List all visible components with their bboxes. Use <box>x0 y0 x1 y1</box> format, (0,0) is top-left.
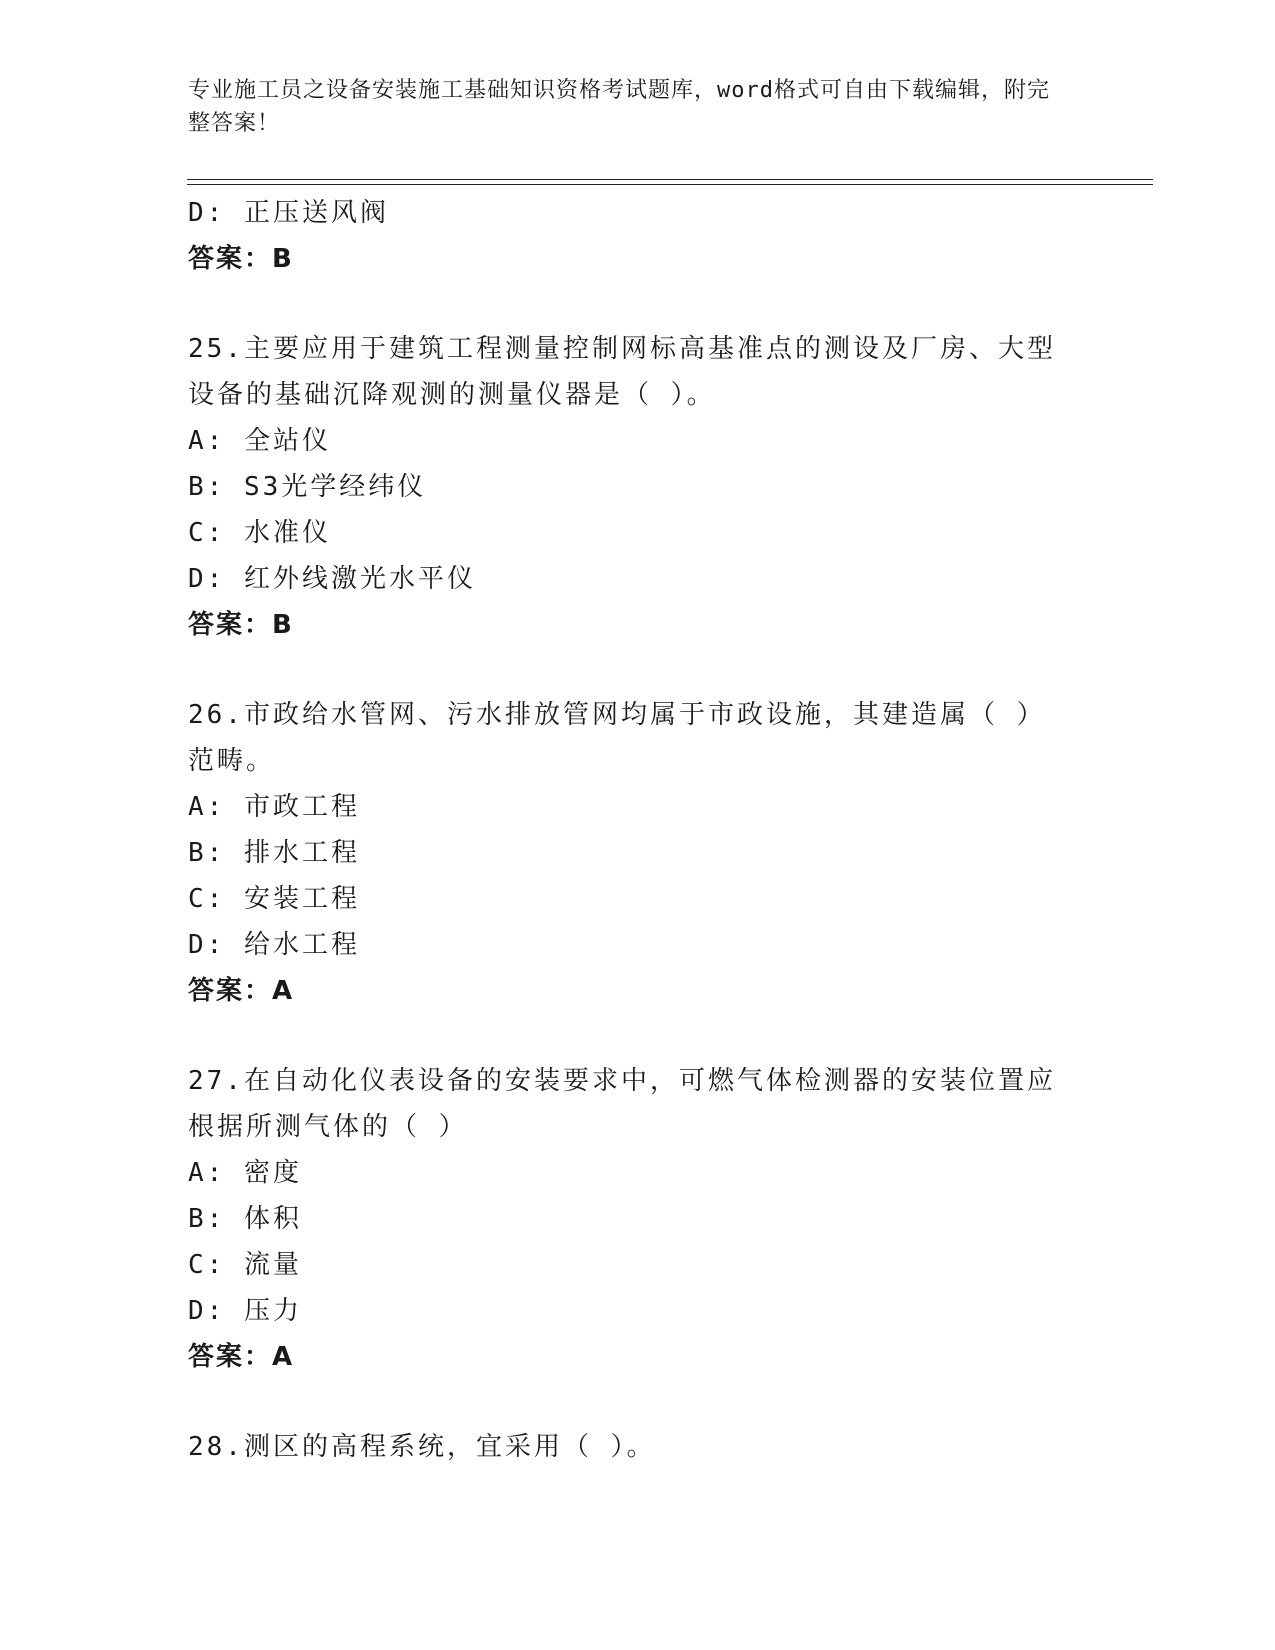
previous-answer: 答案：B <box>188 244 294 274</box>
question-28 <box>188 1424 1088 1470</box>
question-26 <box>188 692 1088 1014</box>
option-d: D: 给水工程 <box>188 930 360 960</box>
question-list <box>188 190 1088 1470</box>
spacer <box>188 1014 1088 1058</box>
option-a: A: 密度 <box>188 1158 302 1188</box>
document-header: 专业施工员之设备安装施工基础知识资格考试题库，word格式可自由下载编辑，附完整答案！ <box>188 78 1050 136</box>
answer: 答案：B <box>188 610 294 640</box>
question-stem: 25.主要应用于建筑工程测量控制网标高基准点的测设及厂房、大型设备的基础沉降观测的测量仪器是（ ）。 <box>188 334 1056 410</box>
spacer <box>188 1380 1088 1424</box>
question-stem: 27.在自动化仪表设备的安装要求中，可燃气体检测器的安装位置应根据所测气体的（ ） <box>188 1066 1056 1142</box>
option-c: C: 水准仪 <box>188 518 331 548</box>
spacer <box>188 282 1088 326</box>
question-25 <box>188 326 1088 648</box>
option-a: A: 全站仪 <box>188 426 331 456</box>
spacer <box>188 648 1088 692</box>
option-c: C: 流量 <box>188 1250 302 1280</box>
option-b: B: S3光学经纬仪 <box>188 472 427 502</box>
option-a: A: 市政工程 <box>188 792 360 822</box>
answer: 答案：A <box>188 976 295 1006</box>
question-27 <box>188 1058 1088 1380</box>
option-d: D: 压力 <box>188 1296 302 1326</box>
option-b: B: 体积 <box>188 1204 302 1234</box>
header-rule-bottom <box>187 184 1153 185</box>
option-b: B: 排水工程 <box>188 838 360 868</box>
option-d: D: 红外线激光水平仪 <box>188 564 476 594</box>
answer: 答案：A <box>188 1342 295 1372</box>
question-stem: 26.市政给水管网、污水排放管网均属于市政设施，其建造属（ ）范畴。 <box>188 700 1046 776</box>
option-c: C: 安装工程 <box>188 884 360 914</box>
previous-option-d: D: 正压送风阀 <box>188 198 389 228</box>
header-rule-top <box>187 179 1153 180</box>
question-stem: 28.测区的高程系统，宜采用（ ）。 <box>188 1432 656 1462</box>
